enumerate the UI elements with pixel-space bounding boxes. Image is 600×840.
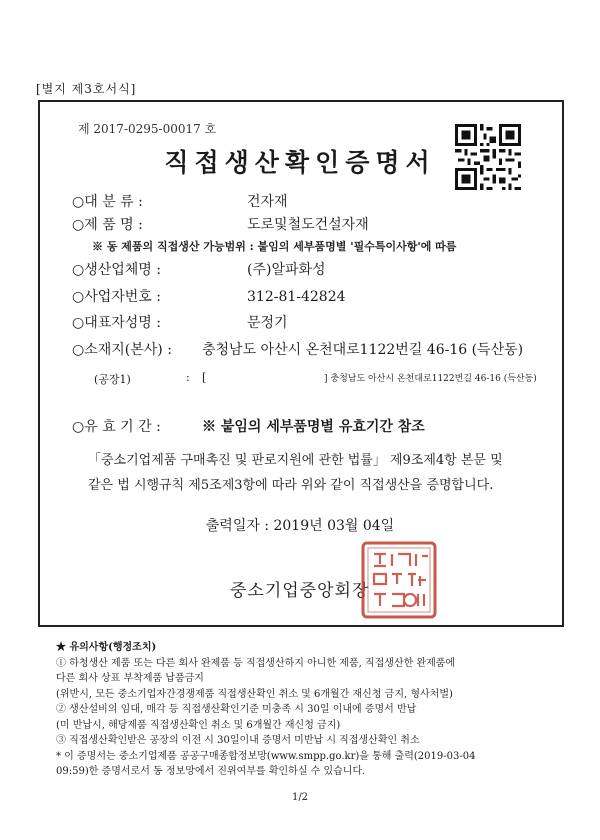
reg-no-value: 312-81-42824 <box>247 289 346 305</box>
reg-no-label: ○사업자번호 : <box>72 289 162 305</box>
ceo-row <box>72 312 288 332</box>
issuer-name: 중소기업중앙회장 <box>230 581 370 601</box>
form-number: [별지 제3호서식] <box>36 82 137 96</box>
notice-line: ② 생산설비의 임대, 매각 등 직접생산확인기준 미충족 시 30일 이내에 증명서 반납 <box>56 704 417 715</box>
category-value: 건자재 <box>247 194 288 210</box>
qr-code-icon <box>455 124 521 190</box>
address-value: 충청남도 아산시 온천대로1122번길 46-16 (득산동) <box>202 342 524 358</box>
notice-line: * 이 증명서는 중소기업제품 공공구매종합정보망(www.smpp.go.kr)을 통해 출력(2019-03-04 <box>56 750 476 762</box>
category-label: ○대 분 류 : <box>72 194 143 210</box>
scope-note: ※ 동 제품의 직접생산 가능범위 : 붙임의 세부품명별 '필수특이사항'에 따름 <box>92 240 457 253</box>
validity-label: ○유 효 기 간 : <box>72 419 161 435</box>
notice-line: ① 하청생산 제품 또는 다른 회사 완제품 등 직접생산하지 아니한 제품, 직접생산한 완제품에 <box>56 657 456 669</box>
product-row <box>72 214 369 234</box>
certification-statement <box>88 448 528 498</box>
notice-line: 다른 회사 상표 부착제품 납품금지 <box>56 673 204 684</box>
notice-heading: ★ 유의사항(행정조치) <box>56 642 157 653</box>
company-value: (주)알파화성 <box>247 262 326 278</box>
product-value: 도로및철도건설자재 <box>247 217 369 233</box>
notice-section <box>56 640 576 780</box>
notice-line: (미 반납시, 해당제품 직접생산확인 취소 및 6개월간 재신청 금지) <box>56 719 341 731</box>
statement-line: 「중소기업제품 구매촉진 및 판로지원에 관한 법률」 제9조제4항 본문 및 <box>88 453 503 468</box>
address-row <box>72 339 523 359</box>
validity-row <box>72 416 425 436</box>
output-date: 출력일자 : 2019년 03월 04일 <box>205 518 395 534</box>
ceo-value: 문정기 <box>247 315 288 331</box>
notice-line: (위반시, 모든 중소기업자간경쟁제품 직접생산확인 취소 및 6개월간 재신청 금지, 형사처벌) <box>56 688 453 700</box>
address-label: ○소재지(본사) : <box>72 342 172 358</box>
product-label: ○제 품 명 : <box>72 217 143 233</box>
validity-value: ※ 붙임의 세부품명별 유효기간 참조 <box>202 419 425 435</box>
notice-line: ③ 직접생산확인받은 공장의 이전 시 30일이내 증명서 미반납 시 직접생산확인 취소 <box>56 735 420 746</box>
company-row <box>72 259 326 279</box>
notice-line: 09:59)한 증명서로서 동 정보망에서 진위여부를 확인하실 수 있습니다. <box>56 766 366 777</box>
category-row <box>72 191 288 211</box>
factory-colon: : <box>186 371 190 384</box>
ceo-label: ○대표자성명 : <box>72 315 162 331</box>
statement-line: 같은 법 시행규칙 제5조제3항에 따라 위와 같이 직접생산을 증명합니다. <box>88 478 494 493</box>
factory-address: ] 충청남도 아산시 온천대로1122번길 46-16 (득산동) <box>324 374 537 384</box>
certificate-number: 제 2017-0295-00017 호 <box>78 122 217 136</box>
official-seal-icon <box>360 540 438 620</box>
certificate-title: 직접생산확인증명서 <box>164 148 436 177</box>
factory-bracket: [ <box>202 371 207 384</box>
page-number: 1/2 <box>291 792 309 803</box>
company-label: ○생산업체명 : <box>72 262 162 278</box>
factory-label: (공장1) <box>94 373 131 386</box>
reg-no-row <box>72 286 346 306</box>
